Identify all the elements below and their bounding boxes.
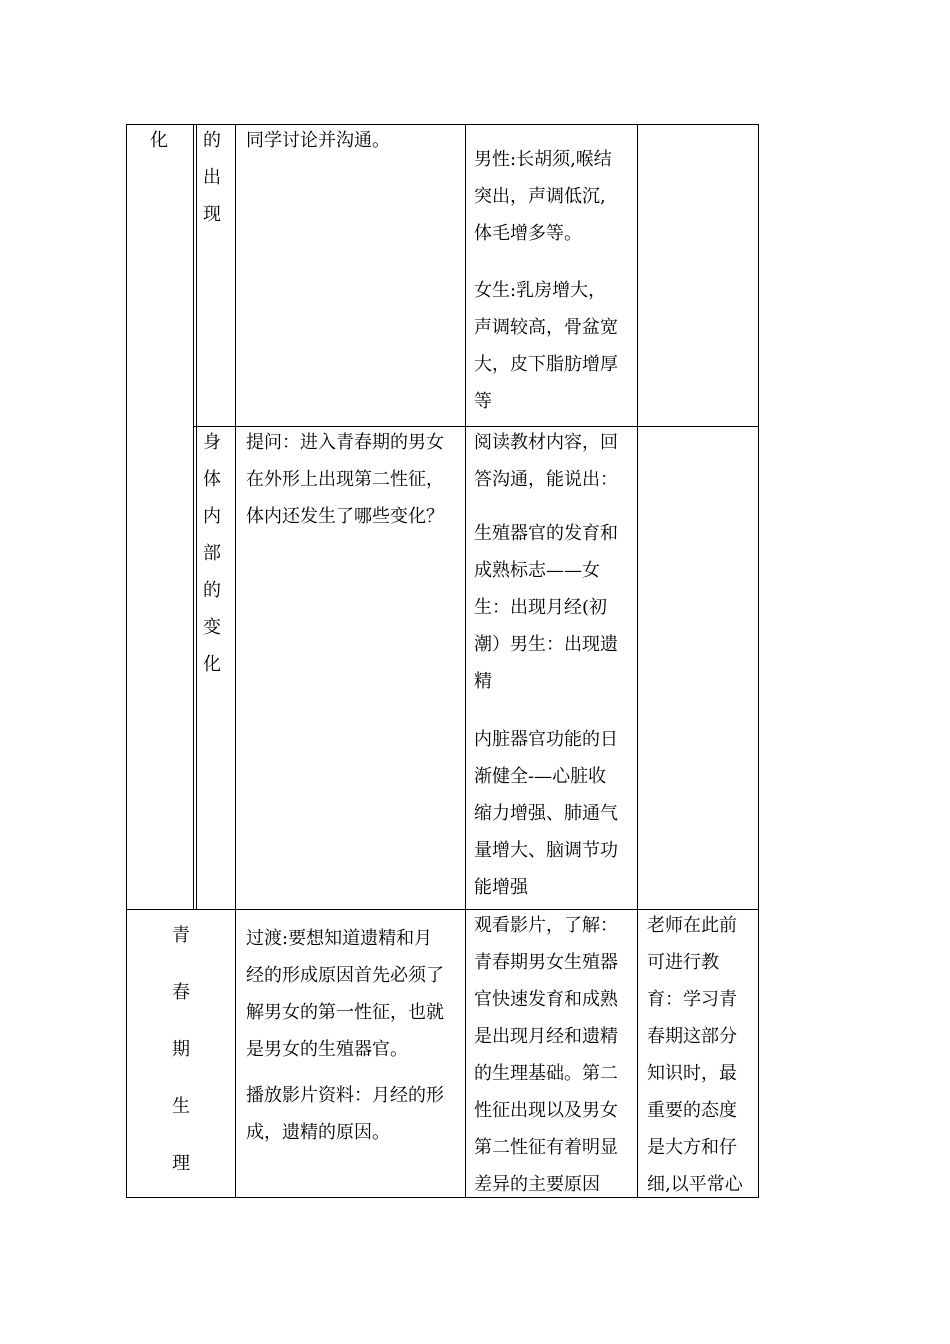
text-line: 可进行教 [647,952,719,973]
row3-col1-char: 青 [172,925,190,946]
row3-col5-text [647,907,743,1203]
text-line: 差异的主要原因 [474,1174,600,1195]
col-divider-2 [235,124,236,1198]
text-line: 经的形成原因首先必须了 [246,965,444,986]
text-line: 男性:长胡须,喉结 [474,149,612,170]
table-border-right [758,124,759,1198]
text-line: 过渡:要想知道遗精和月 [246,928,433,949]
text-line: 青春期男女生殖器 [474,952,618,973]
text-line: 性征出现以及男女 [474,1100,618,1121]
row3-col3-video [246,1077,444,1151]
text-line: 体毛增多等。 [474,223,582,244]
text-line: 重要的态度 [647,1100,737,1121]
row2-col2-char: 体 [203,469,221,490]
row2-col3-question [246,424,444,535]
row2-col4-organs [474,721,618,906]
text-line: 渐健全-—心脏收 [474,766,607,787]
text-line: 第二性征有着明显 [474,1137,618,1158]
row3-col1-char: 生 [172,1096,190,1117]
text-line: 女生:乳房增大， [474,280,607,301]
text-line: 观看影片，了解： [474,915,618,936]
row3-col1-char: 理 [172,1153,190,1174]
text-line: 老师在此前 [647,915,737,936]
text-line: 体内还发生了哪些变化？ [246,506,444,527]
col-divider-1 [193,124,194,910]
row1-col1-text: 化 [150,130,168,151]
text-line: 解男女的第一性征，也就 [246,1002,444,1023]
row2-col2-vertical-text [203,424,221,683]
row1-col2-char: 的 [203,130,221,151]
text-line: 阅读教材内容，回 [474,432,618,453]
text-line: 突出，声调低沉, [474,186,606,207]
text-line: 是大方和仔 [647,1137,737,1158]
row2-col2-char: 变 [203,617,221,638]
text-line: 缩力增强、肺通气 [474,803,618,824]
text-line: 大，皮下脂肪增厚 [474,354,618,375]
row1-col4-male-traits [474,141,612,252]
text-line: 成，遗精的原因。 [246,1122,390,1143]
row2-col4-reproductive [474,515,618,700]
col-divider-4 [637,124,638,1198]
text-line: 等 [474,391,492,412]
text-line: 细,以平常心 [647,1174,743,1195]
text-line: 是出现月经和遗精 [474,1026,618,1047]
text-line: 答沟通，能说出： [474,469,618,490]
text-line: 潮）男生：出现遗 [474,634,618,655]
row3-col1-char: 春 [172,982,190,1003]
text-line: 内脏器官功能的日 [474,729,618,750]
text-line: 知识时，最 [647,1063,737,1084]
text-line: 量增大、脑调节功 [474,840,618,861]
text-line: 声调较高，骨盆宽 [474,317,618,338]
text-line: 成熟标志——女 [474,560,600,581]
table-border-left [126,124,127,1198]
row2-col2-char: 部 [203,543,221,564]
row1-col3-text: 同学讨论并沟通。 [246,130,390,151]
row2-col2-char: 身 [203,432,221,453]
text-line: 的生理基础。第二 [474,1063,618,1084]
row3-col3-transition [246,920,444,1068]
col-divider-1b [196,124,197,910]
row2-col4-intro [474,424,618,498]
text-line: 能增强 [474,877,528,898]
text-line: 精 [474,671,492,692]
row3-col1-vertical-text [172,907,190,1192]
row2-col2-char: 的 [203,580,221,601]
text-line: 生殖器官的发育和 [474,523,618,544]
text-line: 播放影片资料：月经的形 [246,1085,444,1106]
text-line: 官快速发育和成熟 [474,989,618,1010]
row3-col4-text [474,907,618,1203]
text-line: 提问：进入青春期的男女 [246,432,444,453]
row1-col4-female-traits [474,272,618,420]
row2-col2-char: 内 [203,506,221,527]
text-line: 春期这部分 [647,1026,737,1047]
text-line: 在外形上出现第二性征， [246,469,444,490]
text-line: 育：学习青 [647,989,737,1010]
row1-col2-vertical-text [203,122,221,233]
text-line: 生：出现月经(初 [474,597,608,618]
row1-col2-char: 现 [203,204,221,225]
text-line: 是男女的生殖器官。 [246,1039,408,1060]
row3-col1-char: 期 [172,1039,190,1060]
col-divider-3 [465,124,466,1198]
row1-col2-char: 出 [203,167,221,188]
row2-col2-char: 化 [203,654,221,675]
